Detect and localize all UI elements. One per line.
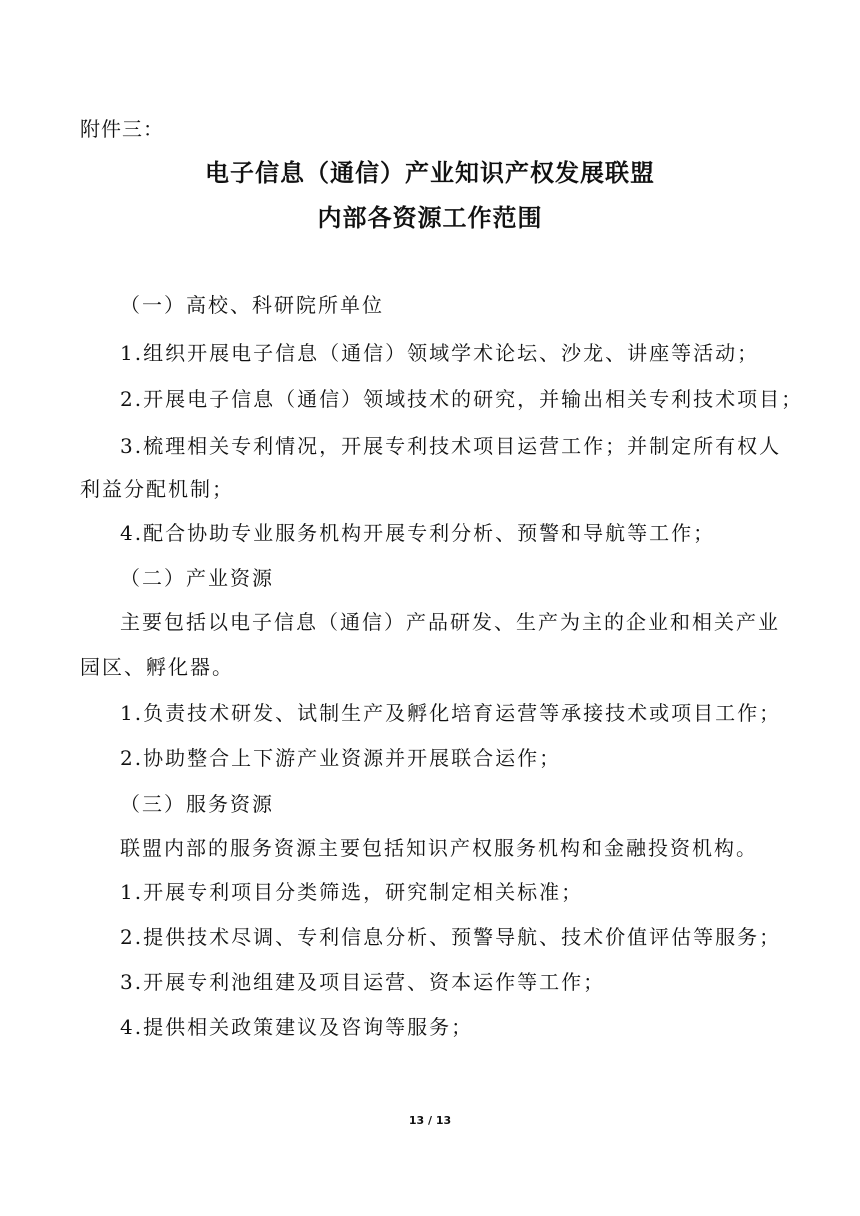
attachment-label: 附件三：	[80, 117, 164, 141]
section-3-intro: 联盟内部的服务资源主要包括知识产权服务机构和金融投资机构。	[120, 836, 758, 860]
document-title-line-1: 电子信息（通信）产业知识产权发展联盟	[205, 159, 655, 187]
document-title-line-2: 内部各资源工作范围	[317, 204, 543, 232]
section-1-heading: （一）高校、科研院所单位	[120, 293, 384, 317]
section-1-item-3-continued: 利益分配机制；	[80, 477, 234, 501]
section-3-item-2: 2.提供技术尽调、专利信息分析、预警导航、技术价值评估等服务；	[120, 925, 782, 949]
section-2-heading: （二）产业资源	[120, 566, 274, 590]
section-2-intro-line-2: 园区、孵化器。	[80, 655, 234, 679]
section-1-item-1: 1.组织开展电子信息（通信）领域学术论坛、沙龙、讲座等活动；	[120, 341, 760, 365]
section-2-item-2: 2.协助整合上下游产业资源并开展联合运作；	[120, 746, 562, 770]
section-1-item-3: 3.梳理相关专利情况，开展专利技术项目运营工作；并制定所有权人	[120, 434, 782, 458]
section-2-item-1: 1.负责技术研发、试制生产及孵化培育运营等承接技术或项目工作；	[120, 701, 782, 725]
section-1-item-4: 4.配合协助专业服务机构开展专利分析、预警和导航等工作；	[120, 521, 716, 545]
section-2-intro-line-1: 主要包括以电子信息（通信）产品研发、生产为主的企业和相关产业	[120, 610, 780, 634]
section-1-item-2: 2.开展电子信息（通信）领域技术的研究，并输出相关专利技术项目；	[120, 387, 804, 411]
section-3-item-1: 1.开展专利项目分类筛选，研究制定相关标准；	[120, 880, 584, 904]
section-3-item-3: 3.开展专利池组建及项目运营、资本运作等工作；	[120, 970, 606, 994]
section-3-heading: （三）服务资源	[120, 792, 274, 816]
section-3-item-4: 4.提供相关政策建议及咨询等服务；	[120, 1015, 474, 1039]
page-number: 13 / 13	[408, 1114, 452, 1127]
